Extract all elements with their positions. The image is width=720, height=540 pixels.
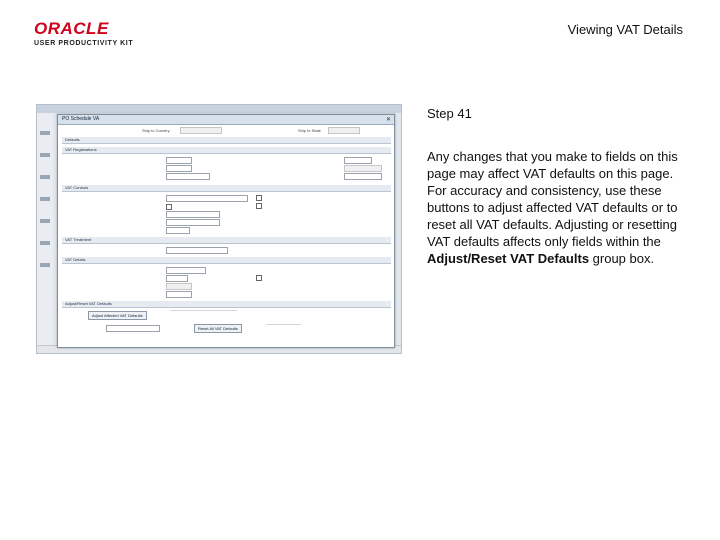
section-vat-treatment[interactable]: VAT Treatment	[62, 237, 391, 244]
ship-to-state-value	[328, 127, 360, 134]
section-vat-controls[interactable]: VAT Controls	[62, 185, 391, 192]
reset-all-vat-defaults-button[interactable]: Reset All VAT Defaults	[194, 324, 242, 333]
supplier-registration-country-field[interactable]	[166, 165, 192, 172]
ship-to-state-label: Ship to State	[298, 128, 321, 133]
close-icon[interactable]: ✕	[385, 117, 391, 123]
section-defaults[interactable]: Defaults	[62, 137, 391, 144]
reporting-country-field[interactable]	[166, 157, 192, 164]
oracle-upk-logo	[34, 20, 154, 50]
use-type-field[interactable]	[166, 227, 190, 234]
tax-rate-value	[166, 283, 192, 290]
applicability-select[interactable]	[166, 267, 206, 274]
screenshot-vertical-scrollbar	[394, 113, 401, 353]
rounding-rule-select[interactable]	[166, 219, 220, 226]
section-vat-registrations[interactable]: VAT Registrations	[62, 147, 391, 154]
recalculate-at-payment-checkbox[interactable]	[166, 204, 172, 210]
step-label: Step 41	[427, 106, 472, 121]
location-field[interactable]	[166, 173, 210, 180]
description-suffix: group box.	[589, 251, 655, 266]
ship-to-country-value	[180, 127, 222, 134]
include-freight-checkbox[interactable]	[256, 195, 262, 201]
transaction-type-field[interactable]	[166, 291, 192, 298]
registration-id-value	[344, 165, 382, 172]
logo-text: ORACLE	[34, 19, 109, 38]
declaration-point-select[interactable]	[166, 211, 220, 218]
description-bold: Adjust/Reset VAT Defaults	[427, 251, 590, 266]
section-vat-details[interactable]: VAT Details	[62, 257, 391, 264]
step-description	[427, 148, 693, 267]
slide-title: Viewing VAT Details	[567, 22, 683, 37]
screenshot-menu-bar	[37, 105, 401, 113]
include-miscellaneous-checkbox[interactable]	[256, 203, 262, 209]
recover-vat-checkbox[interactable]	[256, 275, 262, 281]
ship-to-country-label: Ship to Country	[142, 128, 170, 133]
application-screenshot	[36, 104, 402, 354]
vat-code-field[interactable]	[166, 275, 188, 282]
section-adjust-reset-vat-defaults[interactable]: Adjust/Reset VAT Defaults	[62, 301, 391, 308]
treatment-select[interactable]	[166, 247, 228, 254]
vat-details-modal	[57, 114, 395, 348]
screenshot-left-pane	[37, 113, 53, 353]
adjust-affected-vat-defaults-button[interactable]: Adjust Affected VAT Defaults	[88, 311, 147, 320]
modal-title: PO Schedule VA	[58, 115, 394, 125]
certificate-id-field[interactable]	[344, 173, 382, 180]
reset-note-text: ──────────────	[266, 323, 301, 327]
defaulting-date-field[interactable]	[344, 157, 372, 164]
description-prefix: Any changes that you make to fields on this page may affect VAT defaults on this page. For accuracy and consistency, use these buttons to adjust affected VAT defaults or to reset all VAT defaults. Adjusting or resetting VAT defaults affects only fields within the	[427, 149, 678, 249]
calculate-at-gross-or-net-select[interactable]	[166, 195, 248, 202]
reset-scope-select[interactable]	[106, 325, 160, 332]
adjust-note-text: ───────────────────────────	[170, 309, 237, 313]
logo-subtitle: USER PRODUCTIVITY KIT	[34, 40, 134, 47]
